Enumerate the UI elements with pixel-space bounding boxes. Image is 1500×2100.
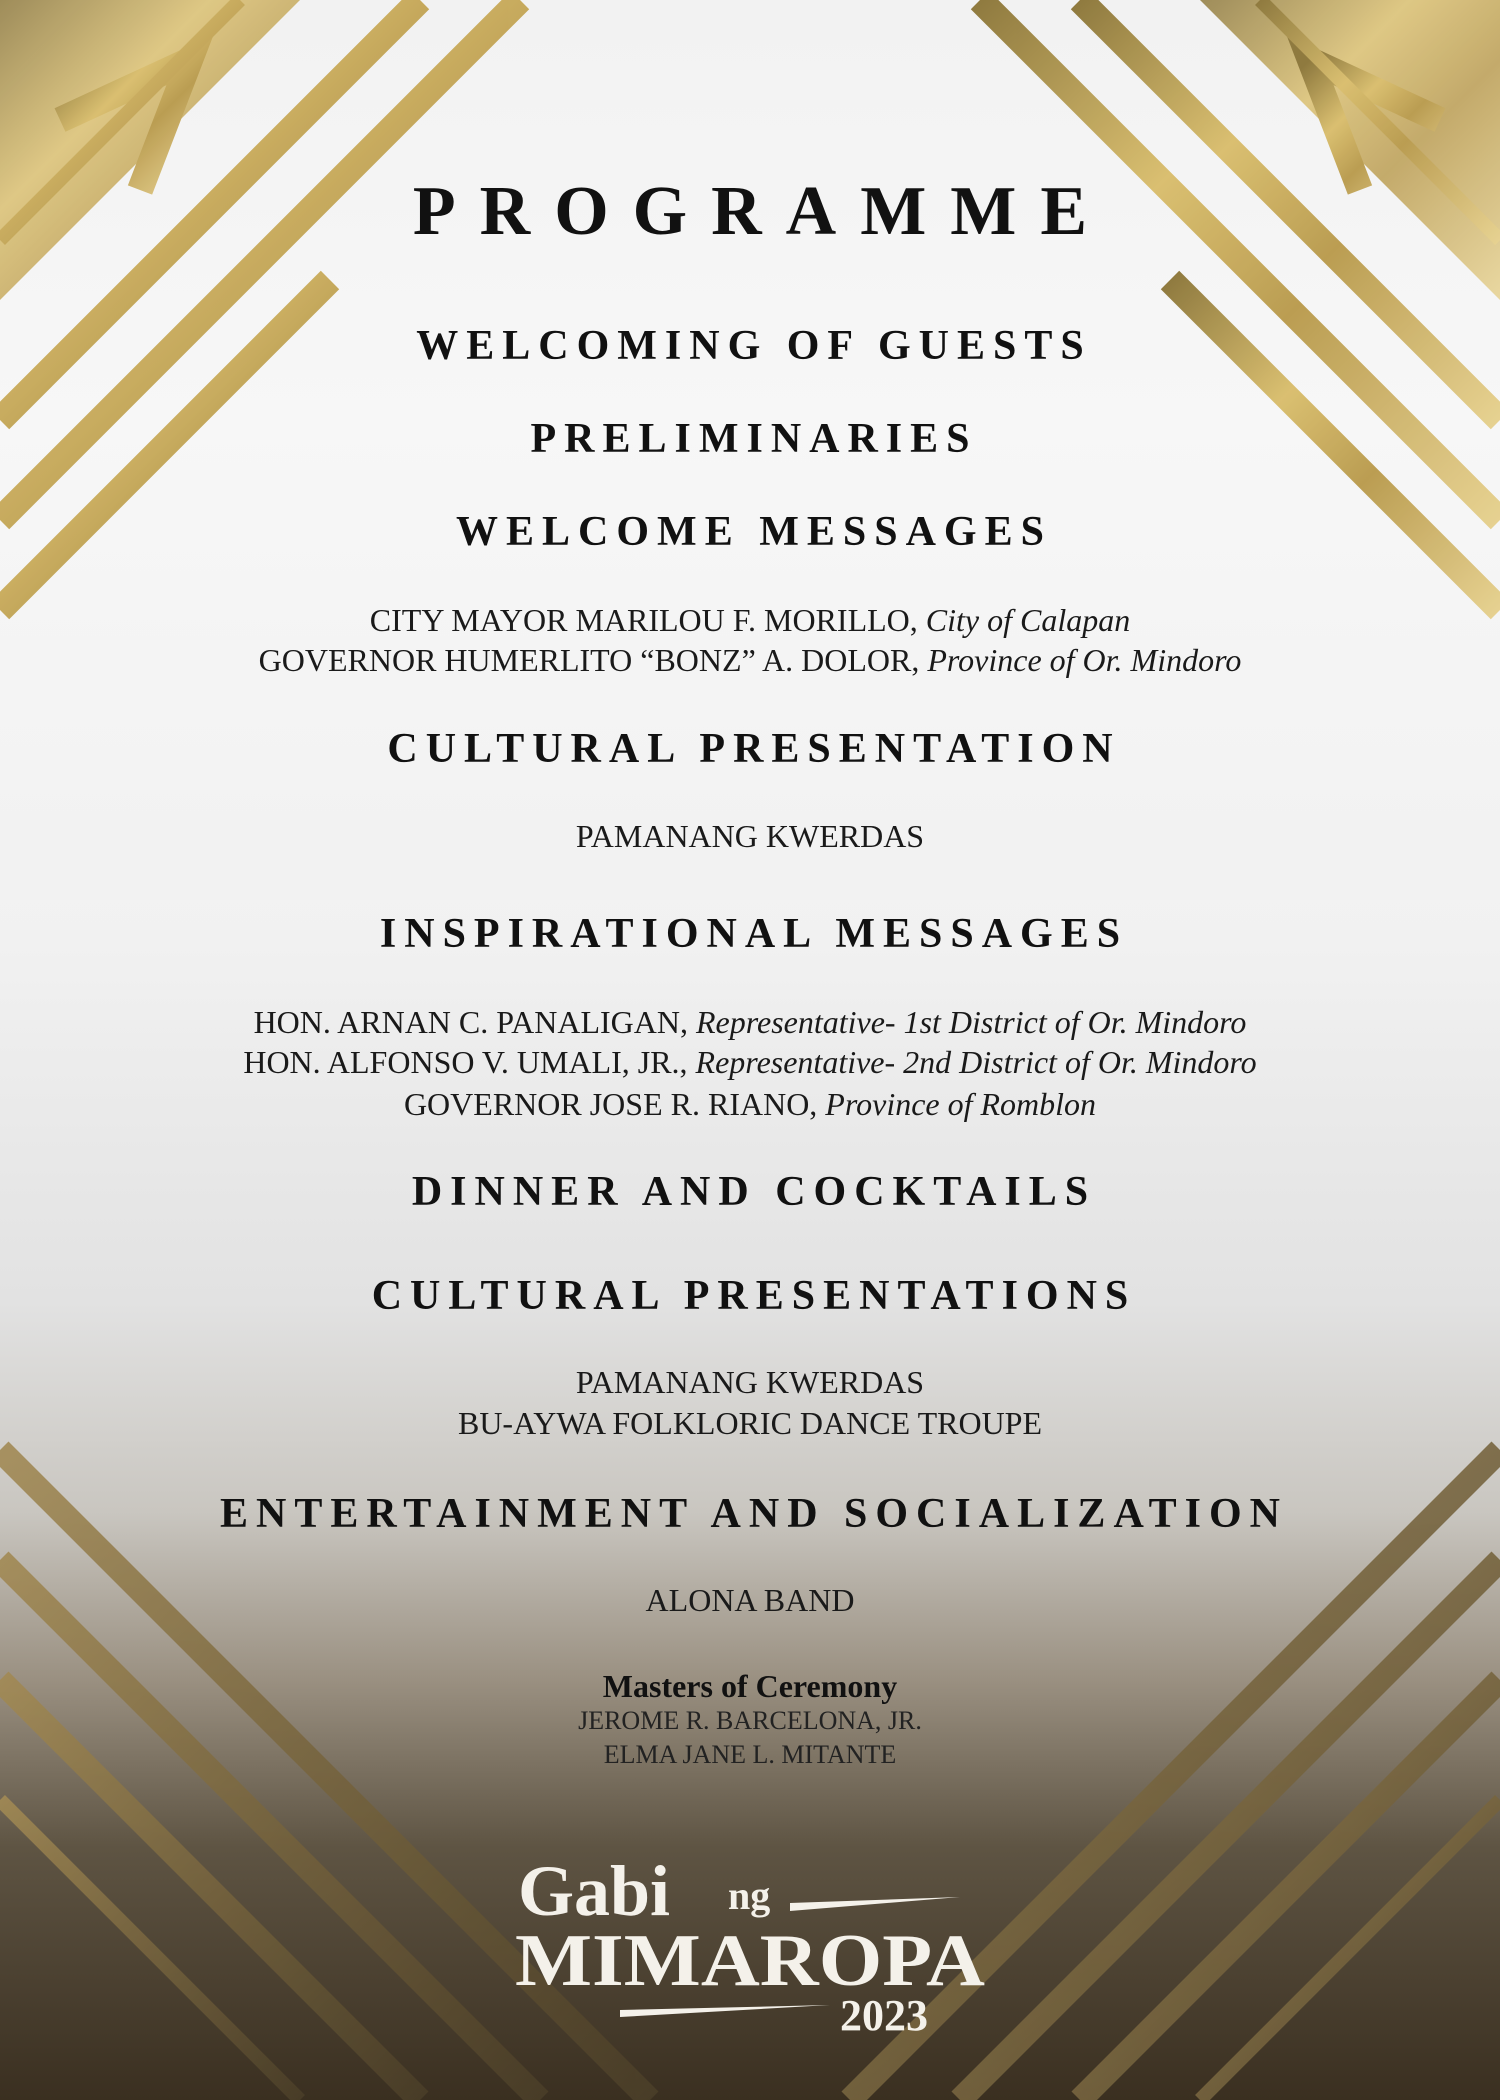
page-title: PROGRAMME: [412, 173, 1112, 250]
speaker-line: [0, 1044, 1500, 1081]
speaker-line: [0, 602, 1500, 639]
speaker-role: Representative- 2nd District of Or. Mindoro: [695, 1044, 1257, 1080]
logo-line1: Gabi: [518, 1851, 671, 1931]
speaker-name: CITY MAYOR MARILOU F. MORILLO,: [369, 602, 918, 638]
speaker-name: HON. ARNAN C. PANALIGAN,: [253, 1004, 688, 1040]
speaker-role: Province of Or. Mindoro: [927, 642, 1242, 678]
speaker-line: [0, 1086, 1500, 1123]
section-heading-preliminaries: PRELIMINARIES: [530, 416, 978, 462]
mc-name: JEROME R. BARCELONA, JR.: [578, 1706, 922, 1735]
speaker-role: Province of Romblon: [825, 1086, 1097, 1122]
speaker-role: City of Calapan: [925, 602, 1131, 638]
section-heading-entertainment: ENTERTAINMENT AND SOCIALIZATION: [219, 1491, 1289, 1537]
performer-line: BU-AYWA FOLKLORIC DANCE TROUPE: [457, 1405, 1043, 1441]
performer-line: PAMANANG KWERDAS: [575, 1364, 925, 1400]
speaker-line: [0, 642, 1500, 679]
speaker-name: GOVERNOR JOSE R. RIANO,: [403, 1086, 818, 1122]
logo-swoosh-top: [790, 1897, 960, 1911]
speaker-name: GOVERNOR HUMERLITO “BONZ” A. DOLOR,: [258, 642, 920, 678]
logo-line1-small: ng: [728, 1873, 771, 1918]
gabi-ng-mimaropa-logo: [500, 1845, 1000, 2045]
performer-line: PAMANANG KWERDAS: [575, 818, 925, 854]
section-heading-welcoming: WELCOMING OF GUESTS: [416, 323, 1092, 369]
section-heading-welcome-messages: WELCOME MESSAGES: [456, 509, 1052, 555]
mc-name: ELMA JANE L. MITANTE: [603, 1740, 897, 1769]
section-heading-inspirational-messages: INSPIRATIONAL MESSAGES: [379, 911, 1129, 957]
speaker-role: Representative- 1st District of Or. Mindoro: [695, 1004, 1247, 1040]
performer-line: ALONA BAND: [645, 1582, 855, 1618]
speaker-name: HON. ALFONSO V. UMALI, JR.,: [243, 1044, 688, 1080]
section-heading-cultural-presentation: CULTURAL PRESENTATION: [387, 726, 1121, 772]
masters-of-ceremony-label: Masters of Ceremony: [602, 1668, 898, 1704]
speaker-line: [0, 1004, 1500, 1041]
section-heading-cultural-presentations: CULTURAL PRESENTATIONS: [371, 1273, 1137, 1319]
logo-swoosh-bottom: [620, 2005, 830, 2017]
logo-line2: MIMAROPA: [515, 1920, 985, 2002]
section-heading-dinner: DINNER AND COCKTAILS: [411, 1169, 1097, 1215]
logo-year: 2023: [840, 1991, 928, 2040]
